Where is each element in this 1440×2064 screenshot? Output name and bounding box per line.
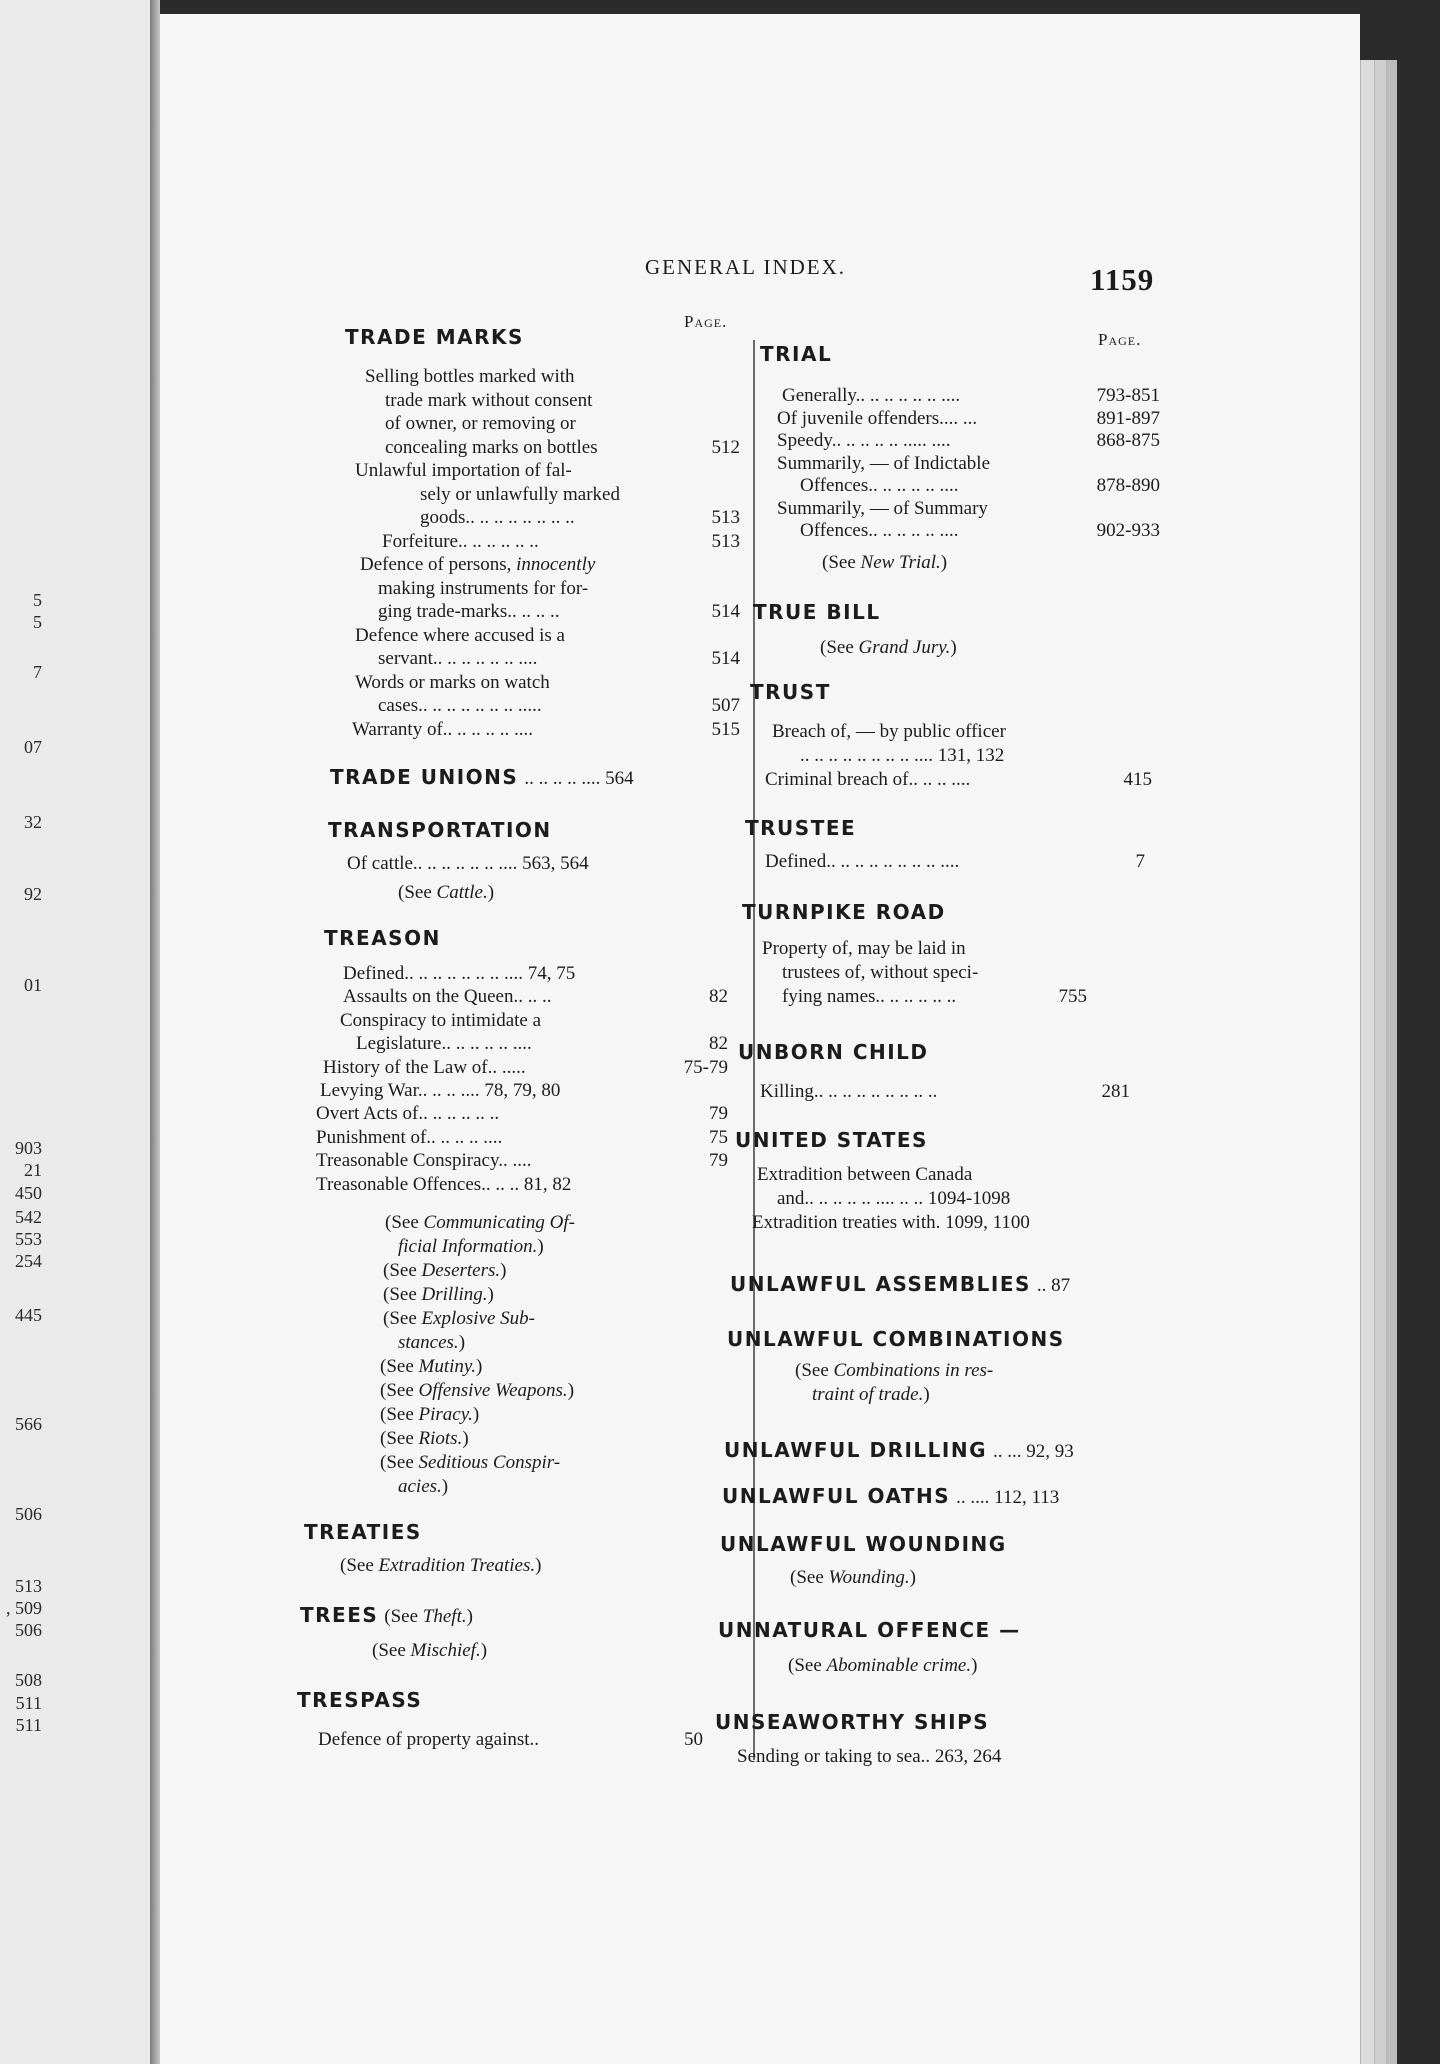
cross-reference: (See Explosive Sub- <box>383 1308 535 1329</box>
index-heading-unlawful-wounding: UNLAWFUL WOUNDING <box>720 1532 1007 1556</box>
subentry-text: Summarily, — of Summary <box>777 497 988 519</box>
subentry-page-ref: 868-875 <box>1096 430 1160 451</box>
index-subentry <box>385 389 740 413</box>
subentry-text: Extradition treaties with. 1099, 1100 <box>752 1212 1030 1233</box>
index-heading-trial: TRIAL <box>760 342 833 366</box>
index-heading-trade-marks: TRADE MARKS <box>345 325 524 349</box>
cross-reference: (See New Trial.) <box>822 552 948 573</box>
subentry-text: Defined.. .. .. .. .. .. .. .... 74, 75 <box>343 963 576 984</box>
index-heading-true-bill: TRUE BILL <box>753 600 881 624</box>
subentry-page-ref: 902-933 <box>1096 520 1160 541</box>
index-subentry <box>760 1080 1130 1104</box>
index-heading-united-states: UNITED STATES <box>735 1128 928 1152</box>
cross-reference: (See Drilling.) <box>383 1284 494 1305</box>
subentry-text: Legislature.. .. .. .. .. .... <box>356 1033 532 1055</box>
facing-page-number: 445 <box>15 1305 42 1325</box>
cross-reference: traint of trade.) <box>812 1384 930 1405</box>
subentry-text: Words or marks on watch <box>355 671 550 693</box>
subentry-page-ref: 79 <box>709 1150 728 1172</box>
page-column-label-right: Page. <box>1098 330 1142 349</box>
cross-reference: (See Offensive Weapons.) <box>380 1380 575 1401</box>
page-column-label-left: Page. <box>684 312 728 331</box>
subentry-page-ref: 7 <box>1135 851 1145 872</box>
subentry-text: Defence of persons, innocently <box>360 554 596 575</box>
page-stack-edge <box>1360 60 1375 2064</box>
cross-reference: ficial Information.) <box>398 1236 544 1257</box>
facing-page-number: 508 <box>15 1670 42 1690</box>
facing-page-number: 5 <box>33 612 42 632</box>
subentry-text: trade mark without consent <box>385 389 593 411</box>
subentry-text: fying names.. .. .. .. .. .. <box>782 986 957 1007</box>
index-subentry <box>343 962 728 986</box>
index-subentry <box>355 459 740 483</box>
subentry-text: Levying War.. .. .. .... 78, 79, 80 <box>320 1080 561 1101</box>
subentry-page-ref: 281 <box>1101 1081 1130 1102</box>
subentry-page-ref: 507 <box>711 695 740 716</box>
subentry-text: Of cattle.. .. .. .. .. .. .... 563, 564 <box>347 853 589 874</box>
cross-reference: (See Combinations in res- <box>795 1360 994 1381</box>
subentry-page-ref: 513 <box>711 530 740 552</box>
subentry-text: Treasonable Offences.. .. .. 81, 82 <box>316 1173 572 1195</box>
facing-page-number: 450 <box>15 1183 42 1203</box>
index-subentry <box>385 436 740 460</box>
index-subentry <box>800 519 1160 543</box>
heading-page-ref: .. .. .. .. .... 564 <box>524 768 634 789</box>
index-subentry <box>360 553 740 577</box>
subentry-text: .. .. .. .. .. .. .. .. .... 131, 132 <box>800 745 1005 766</box>
cross-reference: (See Riots.) <box>380 1428 469 1449</box>
index-subentry <box>316 1102 728 1126</box>
index-subentry <box>323 1056 728 1080</box>
subentry-text: and.. .. .. .. .. .... .. .. 1094-1098 <box>777 1188 1011 1209</box>
subentry-page-ref: 891-897 <box>1096 407 1160 429</box>
heading-page-ref: .. ... 92, 93 <box>993 1441 1074 1462</box>
facing-page-number: 553 <box>15 1229 42 1249</box>
index-subentry <box>382 530 740 554</box>
index-subentry <box>378 694 740 718</box>
subentry-text: Extradition between Canada <box>757 1164 973 1185</box>
subentry-text: making instruments for for- <box>378 577 589 599</box>
facing-page-number: 32 <box>24 812 42 832</box>
page-stack-edge <box>1386 60 1397 2064</box>
subentry-text: cases.. .. .. .. .. .. .. ..... <box>378 695 542 716</box>
index-heading-unlawful-drilling: UNLAWFUL DRILLING .. ... 92, 93 <box>724 1438 1074 1462</box>
index-subentry <box>777 407 1160 431</box>
index-subentry <box>800 474 1160 498</box>
facing-page-number: 92 <box>24 884 42 904</box>
subentry-text: Criminal breach of.. .. .. .... <box>765 769 971 790</box>
subentry-text: Selling bottles marked with <box>365 366 575 387</box>
subentry-text: Offences.. .. .. .. .. .... <box>800 475 959 496</box>
facing-page-number: 513 <box>15 1576 42 1596</box>
index-subentry <box>316 1126 728 1150</box>
index-heading-unborn-child: UNBORN CHILD <box>738 1040 929 1064</box>
index-subentry <box>355 671 740 695</box>
page-number: 1159 <box>1090 262 1155 297</box>
index-heading-trade-unions: TRADE UNIONS .. .. .. .. .... 564 <box>330 765 634 789</box>
facing-page-number: 506 <box>15 1504 42 1524</box>
index-subentry <box>772 720 1152 744</box>
subentry-page-ref: 755 <box>1058 986 1087 1007</box>
index-heading-unlawful-assemblies: UNLAWFUL ASSEMBLIES .. 87 <box>730 1272 1071 1296</box>
subentry-text: Property of, may be laid in <box>762 938 966 959</box>
subentry-page-ref: 75-79 <box>683 1056 728 1078</box>
index-subentry <box>737 1745 1117 1769</box>
index-subentry <box>316 1173 728 1197</box>
index-subentry <box>318 1728 703 1752</box>
subentry-text: Of juvenile offenders.... ... <box>777 407 978 429</box>
cross-reference: (See Seditious Conspir- <box>380 1452 561 1473</box>
subentry-text: Summarily, — of Indictable <box>777 452 990 474</box>
subentry-text: Killing.. .. .. .. .. .. .. .. .. <box>760 1081 938 1102</box>
heading-page-ref: .. .... 112, 113 <box>956 1487 1060 1508</box>
index-subentry <box>378 577 740 601</box>
subentry-page-ref: 515 <box>711 718 740 740</box>
index-heading-turnpike-road: TURNPIKE ROAD <box>742 900 946 924</box>
subentry-page-ref: 514 <box>711 648 740 669</box>
subentry-text: Conspiracy to intimidate a <box>340 1009 542 1031</box>
subentry-page-ref: 75 <box>709 1126 728 1148</box>
cross-reference: acies.) <box>398 1476 449 1497</box>
subentry-page-ref: 82 <box>709 986 728 1008</box>
index-subentry <box>355 624 740 648</box>
subentry-text: Unlawful importation of fal- <box>355 460 572 481</box>
subentry-text: Sending or taking to sea.. 263, 264 <box>737 1746 1002 1767</box>
index-heading-trees: TREES (See Theft.) <box>300 1603 473 1627</box>
subentry-text: goods.. .. .. .. .. .. .. .. <box>420 507 575 528</box>
subentry-page-ref: 512 <box>711 436 740 458</box>
subentry-text: Treasonable Conspiracy.. .... <box>316 1150 532 1172</box>
cross-reference: (See Grand Jury.) <box>820 637 957 658</box>
index-subentry <box>347 852 727 876</box>
subentry-text: Defined.. .. .. .. .. .. .. .. .... <box>765 851 960 872</box>
index-subentry <box>777 497 1160 521</box>
subentry-text: Forfeiture.. .. .. .. .. .. <box>382 530 539 552</box>
index-subentry <box>782 985 1087 1009</box>
facing-page-number: 7 <box>33 662 42 682</box>
cross-reference: (See Cattle.) <box>398 882 495 903</box>
index-subentry <box>765 768 1152 792</box>
heading-page-ref: .. 87 <box>1036 1275 1071 1296</box>
facing-page-number: 5 <box>33 590 42 610</box>
book-gutter <box>150 0 160 2064</box>
index-heading-transportation: TRANSPORTATION <box>328 818 552 842</box>
facing-page-number: 506 <box>15 1620 42 1640</box>
index-subentry <box>420 506 740 530</box>
index-subentry <box>762 937 1087 961</box>
subentry-text: Offences.. .. .. .. .. .... <box>800 520 959 541</box>
subentry-page-ref: 793-851 <box>1096 385 1160 406</box>
index-subentry <box>385 412 740 436</box>
subentry-text: Assaults on the Queen.. .. .. <box>343 986 552 1008</box>
cross-reference: stances.) <box>398 1332 466 1353</box>
subentry-page-ref: 415 <box>1123 769 1152 790</box>
cross-reference: (See Communicating Of- <box>385 1212 575 1233</box>
subentry-page-ref: 50 <box>684 1729 703 1750</box>
index-subentry <box>777 452 1160 476</box>
index-subentry <box>782 384 1160 408</box>
cross-reference: (See Mischief.) <box>372 1640 488 1661</box>
facing-page-number: 07 <box>24 737 42 757</box>
subentry-text: sely or unlawfully marked <box>420 483 620 505</box>
subentry-text: ging trade-marks.. .. .. .. <box>378 601 560 622</box>
subentry-text: concealing marks on bottles <box>385 436 598 458</box>
facing-page-number: 566 <box>15 1414 42 1434</box>
index-heading-trustee: TRUSTEE <box>745 816 857 840</box>
subentry-text: of owner, or removing or <box>385 413 576 434</box>
subentry-text: Defence of property against.. <box>318 1729 540 1750</box>
facing-page-margin-numbers <box>0 0 50 2064</box>
facing-page-number: 903 <box>15 1138 42 1158</box>
index-subentry <box>800 744 1152 768</box>
index-heading-trespass: TRESPASS <box>297 1688 423 1712</box>
cross-reference: (See Extradition Treaties.) <box>340 1555 542 1576</box>
index-heading-unnatural-offence: UNNATURAL OFFENCE — <box>718 1618 1021 1642</box>
index-subentry <box>356 1032 728 1056</box>
index-heading-unseaworthy-ships: UNSEAWORTHY SHIPS <box>715 1710 990 1734</box>
index-subentry <box>765 850 1145 874</box>
subentry-text: Warranty of.. .. .. .. .. .... <box>352 718 534 740</box>
subentry-text: trustees of, without speci- <box>782 962 979 983</box>
cross-reference: (See Deserters.) <box>383 1260 507 1281</box>
running-title: GENERAL INDEX. <box>645 255 847 279</box>
subentry-page-ref: 514 <box>711 601 740 622</box>
cross-reference: (See Wounding.) <box>790 1567 916 1588</box>
subentry-text: Punishment of.. .. .. .. .... <box>316 1126 503 1148</box>
index-subentry <box>352 718 740 742</box>
cross-reference: (See Piracy.) <box>380 1404 480 1425</box>
subentry-page-ref: 79 <box>709 1103 728 1125</box>
index-subentry <box>365 365 740 389</box>
subentry-text: servant.. .. .. .. .. .. .... <box>378 648 538 669</box>
subentry-text: Speedy.. .. .. .. .. ..... .... <box>777 430 951 451</box>
index-heading-unlawful-combinations: UNLAWFUL COMBINATIONS <box>727 1327 1065 1351</box>
subentry-page-ref: 878-890 <box>1096 475 1160 496</box>
facing-page-number: 254 <box>15 1251 42 1271</box>
index-subentry <box>782 961 1087 985</box>
subentry-text: Generally.. .. .. .. .. .. .... <box>782 385 961 406</box>
index-subentry <box>757 1163 1137 1187</box>
subentry-text: Defence where accused is a <box>355 624 565 646</box>
facing-page-number: 511 <box>15 1693 42 1713</box>
facing-page-number: 511 <box>15 1715 42 1735</box>
index-heading-treaties: TREATIES <box>304 1520 422 1544</box>
index-subentry <box>316 1149 728 1173</box>
subentry-page-ref: 82 <box>709 1033 728 1055</box>
index-heading-unlawful-oaths: UNLAWFUL OATHS .. .... 112, 113 <box>722 1484 1060 1508</box>
index-subentry <box>777 429 1160 453</box>
index-subentry <box>420 483 740 507</box>
index-subentry <box>320 1079 728 1103</box>
subentry-text: Overt Acts of.. .. .. .. .. .. <box>316 1103 500 1125</box>
facing-page-number: , 509 <box>6 1598 42 1618</box>
index-subentry <box>777 1187 1137 1211</box>
index-heading-trust: TRUST <box>750 680 831 704</box>
heading-cross-reference: (See Theft.) <box>384 1606 473 1627</box>
subentry-text: History of the Law of.. ..... <box>323 1056 526 1078</box>
cross-reference: (See Mutiny.) <box>380 1356 483 1377</box>
cross-reference: (See Abominable crime.) <box>788 1655 978 1676</box>
index-subentry <box>378 600 740 624</box>
index-subentry <box>378 647 740 671</box>
subentry-page-ref: 513 <box>711 507 740 528</box>
facing-page-number: 542 <box>15 1207 42 1227</box>
index-subentry <box>343 985 728 1009</box>
index-heading-treason: TREASON <box>324 926 441 950</box>
subentry-text: Breach of, — by public officer <box>772 721 1006 742</box>
index-subentry <box>752 1211 1137 1235</box>
index-subentry <box>340 1009 728 1033</box>
facing-page-number: 21 <box>24 1160 42 1180</box>
facing-page-number: 01 <box>24 975 42 995</box>
